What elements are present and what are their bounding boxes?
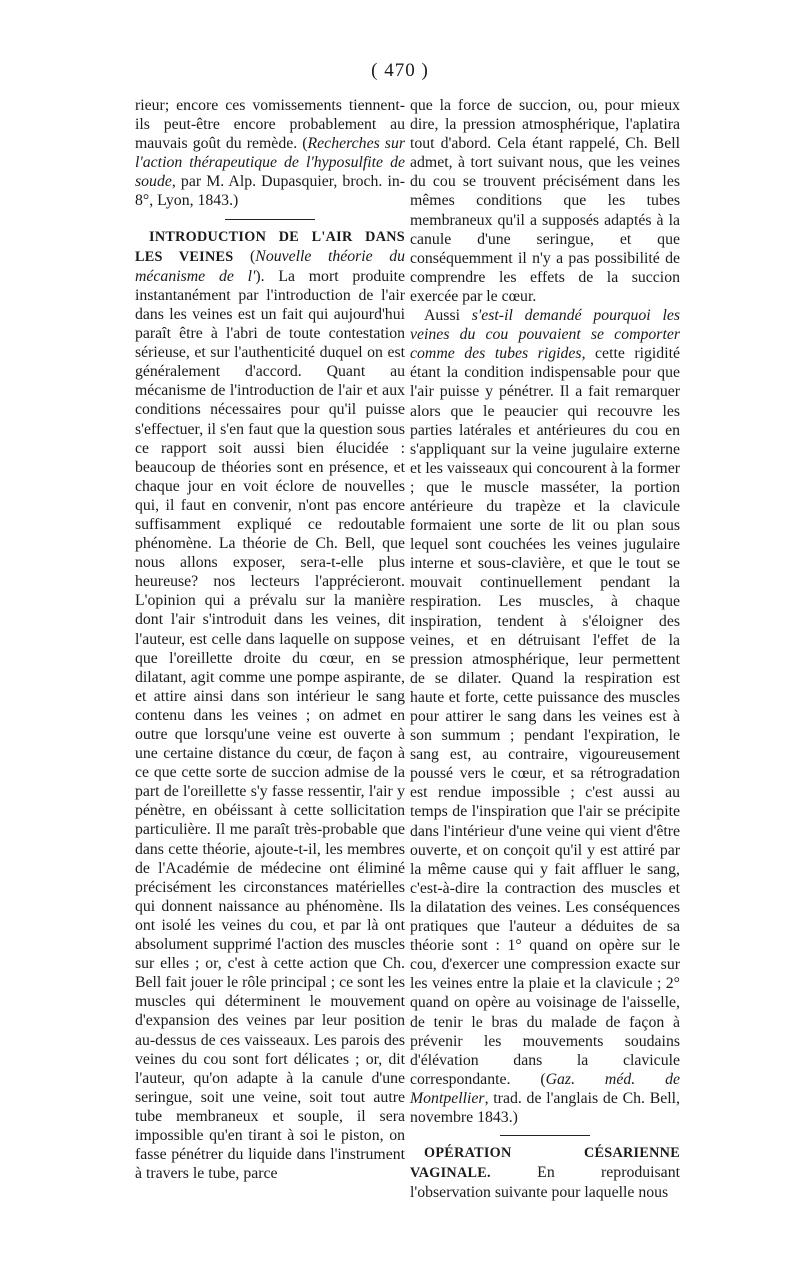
citation-details: , par M. Alp. Dupasquier, broch. in-8°, Lyon, 1843.)	[135, 173, 405, 210]
section-divider	[500, 1135, 590, 1136]
section-heading: OPÉRATION CÉSARIENNE VAGINALE.	[410, 1145, 680, 1182]
paragraph	[135, 96, 405, 211]
paragraph-text: , cette rigidité étant la condition indispensable pour que l'air puisse y pénétrer. Il a fait remarquer alors que le peaucier qui recouvre les parties latérales et antérieures du cou en s'appliquant sur la veine jugulaire externe et les vaisseaux qui concourent à la former ; que le muscle masséter, la portion antérieure du trapèze et la clavicule formaient une sorte de lit ou plan sous lequel sont couchées les veines jugulaire interne et sous-clavière, et que le tout se mouvait continuellement pendant la respiration. Les muscles, à chaque inspiration, tendent à s'éloigner des veines, et en détruisant l'effet de la pression atmosphérique, leur permettent de se dilater. Quand la respiration est haute et forte, cette puissance des muscles pour attirer le sang dans les veines est à son summum ; pendant l'expiration, le sang est, au contraire, vigoureusement poussé vers le cœur, et sa rétrogradation est rendue impossible ; c'est aussi au temps de l'inspiration que l'air se précipite dans l'intérieur d'une veine qui vient d'être ouverte, et on conçoit qu'il y est attiré par la même cause qui y fait affluer le sang, c'est-à-dire la contraction des muscles et la dilatation des veines. Les conséquences pratiques que l'auteur a déduites de sa théorie sont : 1° quand on opère sur le cou, d'exercer une compression exacte sur les veines entre la plaie et la clavicule ; 2° quand on opère au voisinage de l'aisselle, de tenir le bras du malade de façon à prévenir les mouvements soudains d'élévation dans la clavicule correspondante. (	[410, 345, 680, 1088]
citation-title: Recherches sur l'action thérapeutique de l'hyposulfite de soude	[135, 135, 405, 191]
paragraph-text: rieur; encore ces vomissements tiennent-ils peut-être encore probablement au mauvais goût du remède. (	[135, 97, 405, 153]
section-heading: INTRODUCTION DE L'AIR DANS LES VEINES	[135, 228, 405, 265]
paragraph	[410, 306, 680, 1127]
section-paragraph	[410, 1143, 680, 1202]
paragraph-text: Aussi	[424, 307, 472, 325]
paragraph: que la force de succion, ou, pour mieux dire, la pression atmosphérique, l'aplatira tout d'abord. Cela étant rappelé, Ch. Bell admet, à tort suivant nous, que les veines du cou se trouvent précisément dans les mêmes conditions que les tubes membraneux qu'il a supposés adaptés à la canule d'une seringue, et que conséquemment il n'y a pas possibilité de comprendre les effets de la succion exercée par le cœur.	[410, 97, 680, 305]
section-paragraph: INTRODUCTION DE L'AIR DANS LES VEINES (Nouvelle théorie du mécanisme de l'). La mort produite instantanément par l'introduction de l'air dans les veines est un fait qui aujourd'hui paraît être à l'abri de toute contestation sérieuse, et sur l'authenticité duquel on est généralement d'accord. Quant au mécanisme de l'introduction de l'air et aux conditions nécessaires pour qu'il puisse s'effectuer, il s'en faut que la question sous ce rapport soit aussi bien élucidée : beaucoup de théories sont en présence, et chaque jour en voit éclore de nouvelles qui, il faut en convenir, n'ont pas encore suffisamment expliqué ce redoutable phénomène. La théorie de Ch. Bell, que nous allons exposer, sera-t-elle plus heureuse? nos lecteurs l'apprécieront. L'opinion qui a prévalu sur la manière dont l'air s'introduit dans les veines, dit l'auteur, est celle dans laquelle on suppose que l'oreillette droite du cœur, en se dilatant, agit comme une pompe aspirante, et attire ainsi dans son intérieur le sang contenu dans les veines ; on admet en outre que lorsqu'une veine est ouverte à une certaine distance du cœur, de façon à ce que cette sorte de succion admise de la part de l'oreillette s'y fasse ressentir, l'air y pénètre, en obéissant à cette sollicitation particulière. Il me paraît très-probable que dans cette théorie, ajoute-t-il, les membres de l'Académie de médecine ont éliminé précisément les circonstances matérielles qui donnent naissance au phénomène. Ils ont isolé les veines du cou, et par là ont absolument supprimé l'action des muscles sur elles ; or, c'est à cette action que Ch. Bell fait jouer le rôle principal ; ce sont les muscles qui déterminent le mouvement d'expansion des veines par leur position au-dessus de ces vaisseaux. Les parois des veines du cou sont fort délicates ; or, dit l'auteur, qu'on adapte à la canule d'une seringue, soit une veine, soit tout autre tube membraneux et souple, il sera impossible qu'en tirant à soi le piston, on fasse pénétrer du liquide dans l'instrument à travers le tube, parce	[135, 228, 405, 1183]
page-number: ( 470 )	[371, 60, 429, 81]
left-column	[135, 96, 405, 1183]
section-divider	[225, 219, 315, 220]
section-subtitle: Nouvelle théorie du mécanisme de l'	[135, 247, 405, 285]
citation-title: Gaz. méd. de Montpellier	[410, 1070, 680, 1107]
citation-details: , trad. de l'anglais de Ch. Bell, novembre 1843.)	[410, 1089, 680, 1126]
section-body: ). La mort produite instantanément par l'introduction de l'air dans les veines est un fait qui aujourd'hui paraît être à l'abri de toute contestation sérieuse, et sur l'authenticité duquel on est généralement d'accord. Quant au mécanisme de l'introduction de l'air et aux conditions nécessaires pour qu'il puisse s'effectuer, il s'en faut que la question sous ce rapport soit aussi bien élucidée : beaucoup de théories sont en présence, et chaque jour en voit éclore de nouvelles qui, il faut en convenir, n'ont pas encore suffisamment expliqué ce redoutable phénomène. La théorie de Ch. Bell, que nous allons exposer, sera-t-elle plus heureuse? nos lecteurs l'apprécieront. L'opinion qui a prévalu sur la manière dont l'air s'introduit dans les veines, dit l'auteur, est celle dans laquelle on suppose que l'oreillette droite du cœur, en se dilatant, agit comme une pompe aspirante, et attire ainsi dans son intérieur le sang contenu dans les veines ; on admet en outre que lorsqu'une veine est ouverte à une certaine distance du cœur, de façon à ce que cette sorte de succion admise de la part de l'oreillette s'y fasse ressentir, l'air y pénètre, en obéissant à cette sollicitation particulière. Il me paraît très-probable que dans cette théorie, ajoute-t-il, les membres de l'Académie de médecine ont éliminé précisément les circonstances matérielles qui donnent naissance au phénomène. Ils ont isolé les veines du cou, et par là ont absolument supprimé l'action des muscles sur elles ; or, c'est à cette action que Ch. Bell fait jouer le rôle principal ; ce sont les muscles qui déterminent le mouvement d'expansion des veines par leur position au-dessus de ces vaisseaux. Les parois des veines du cou sont fort délicates ; or, dit l'auteur, qu'on adapte à la canule d'une seringue, soit une veine, soit tout autre tube membraneux et souple, il sera impossible qu'en tirant à soi le piston, on fasse pénétrer du liquide dans l'instrument à travers le tube, parce	[135, 267, 405, 1183]
right-column	[410, 96, 680, 1202]
emphasized-text: s'est-il demandé pourquoi les veines du cou pouvaient se comporter comme des tubes rigides	[410, 307, 680, 363]
section-body: En reproduisant l'observation suivante pour laquelle nous	[410, 1164, 680, 1202]
